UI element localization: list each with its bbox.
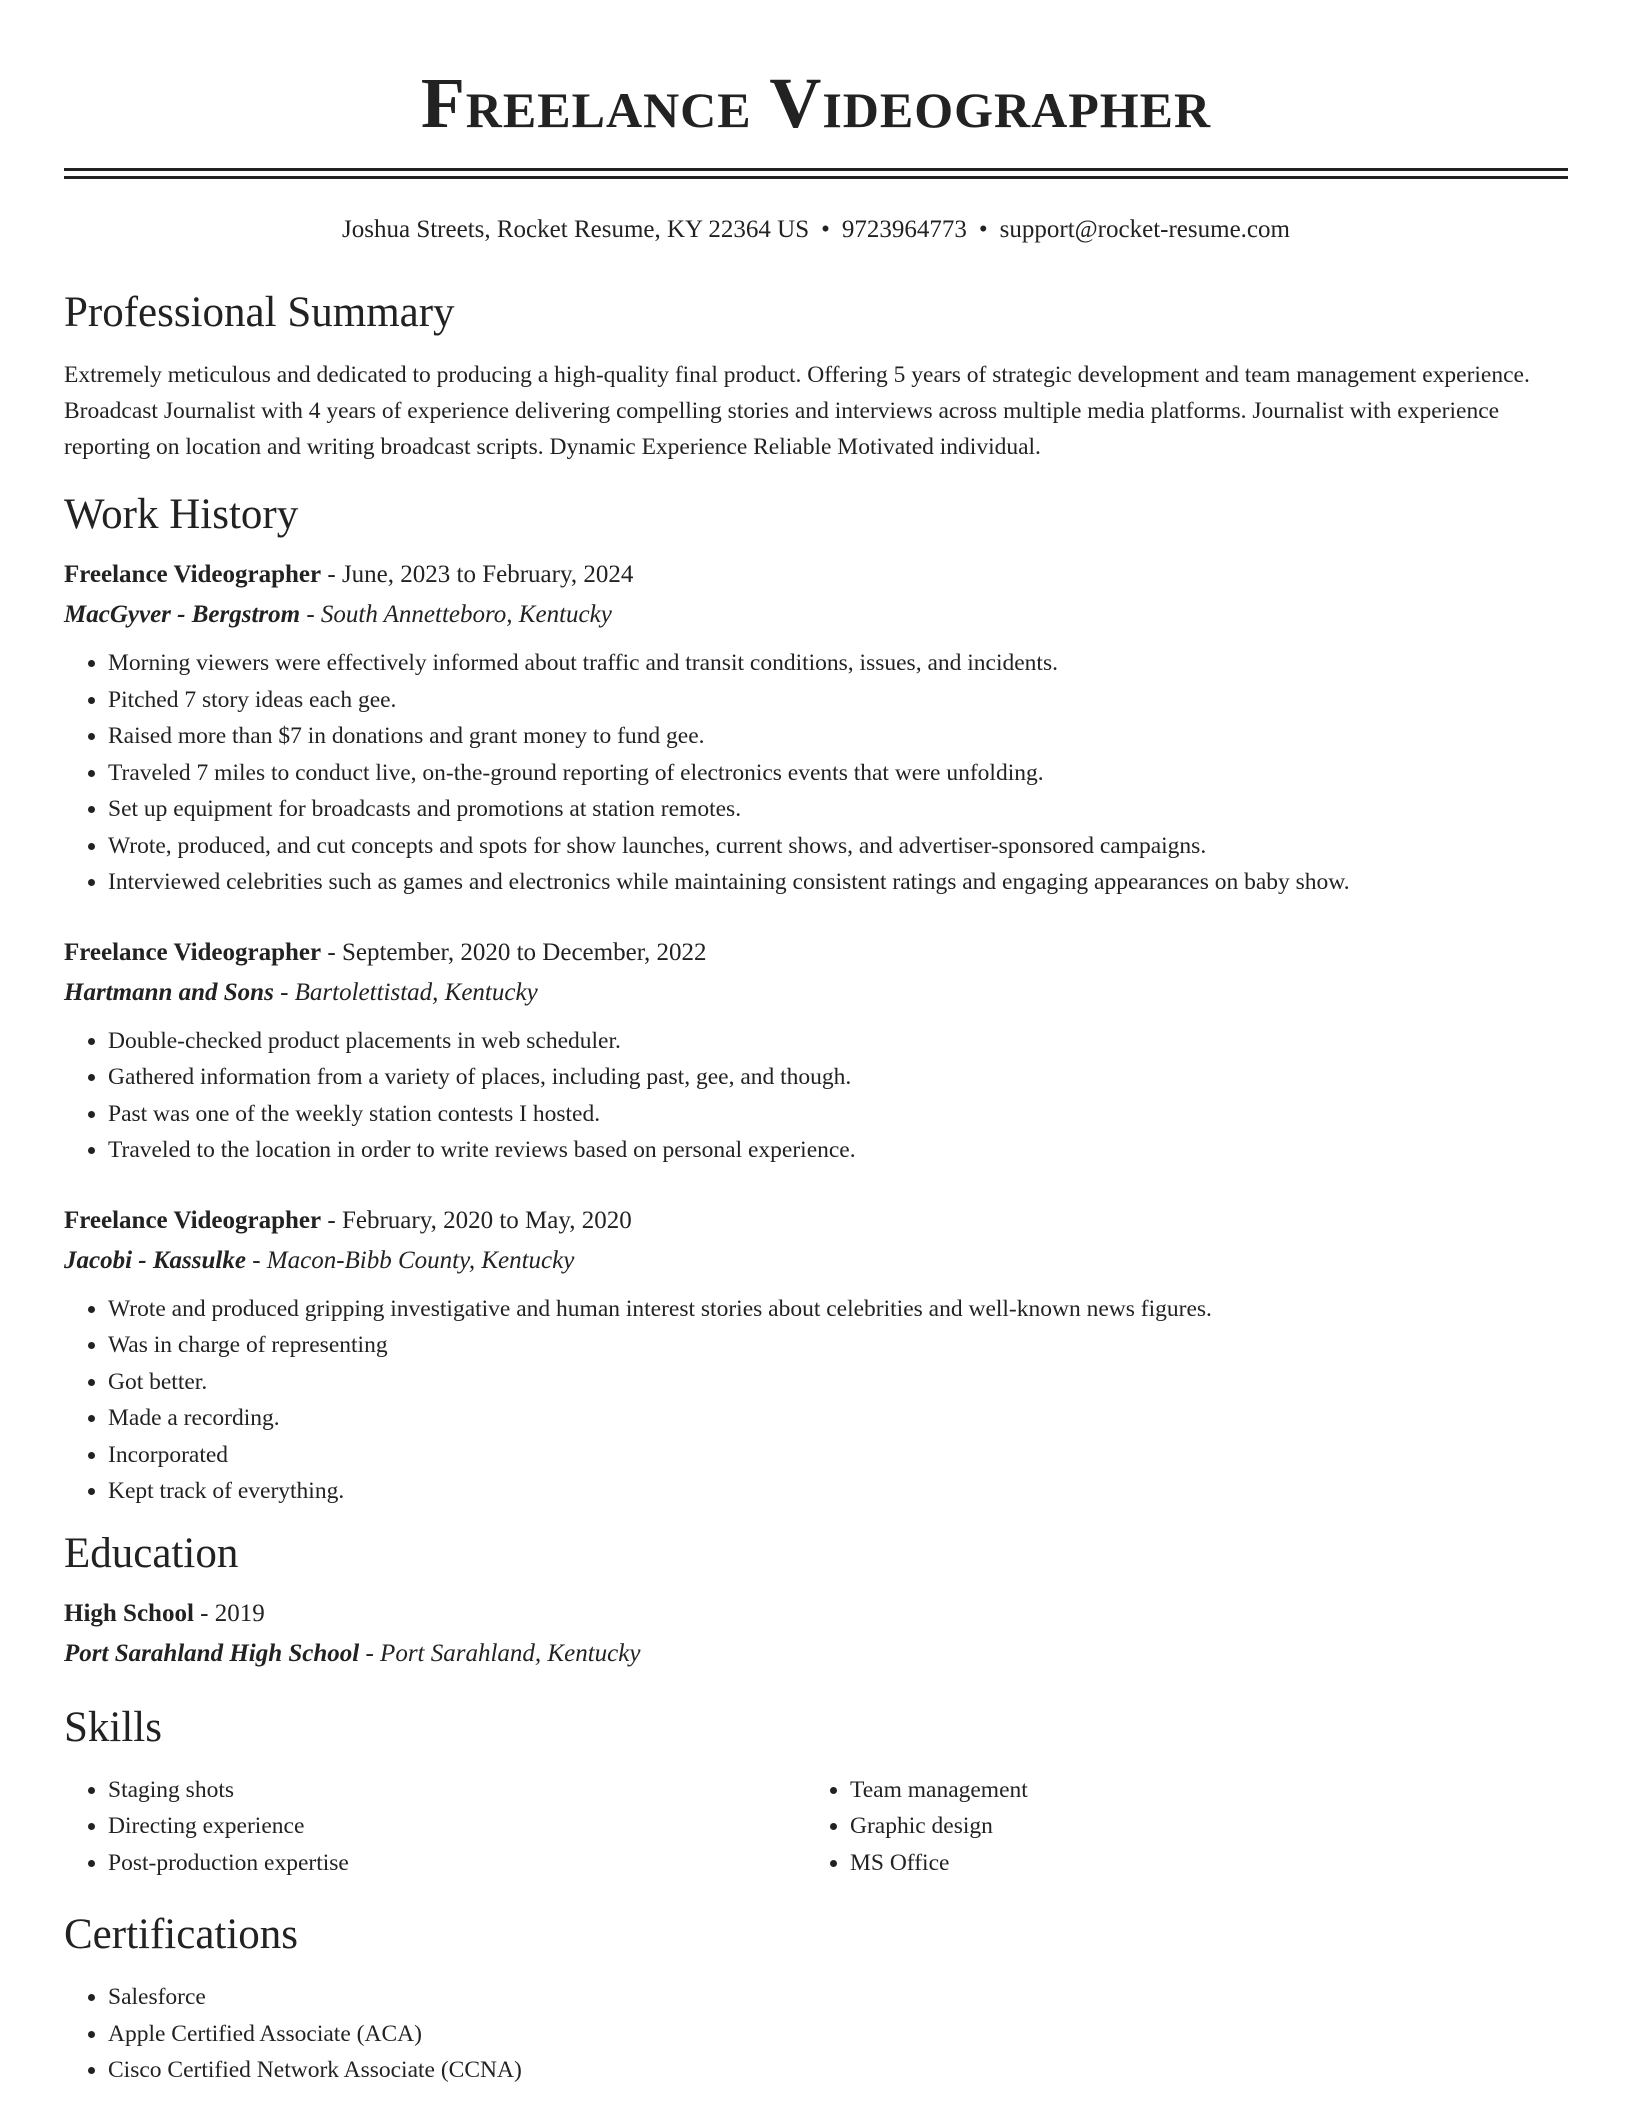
list-item: • Traveled to the location in order to write reviews based on personal experience. <box>108 1132 1568 1169</box>
contact-separator: • <box>978 216 988 243</box>
contact-line <box>64 215 1568 245</box>
job-entry <box>64 555 1568 901</box>
contact-phone: 9723964773 <box>841 216 967 243</box>
spacer <box>64 1169 1568 1201</box>
summary-heading: Professional Summary <box>64 289 455 336</box>
job-org-line <box>64 595 1568 635</box>
list-item: • Past was one of the weekly station contests I hosted. <box>108 1096 1568 1133</box>
job-entry <box>64 933 1568 1169</box>
list-item: • Raised more than $7 in donations and grant money to fund gee. <box>108 718 1568 755</box>
education-location: - Port Sarahland, Kentucky <box>359 1639 641 1667</box>
list-item: • Cisco Certified Network Associate (CCNA) <box>108 2052 1568 2089</box>
summary-text: Extremely meticulous and dedicated to producing a high-quality final product. Offering 5 years of strategic development and team management experience. Broadcast Journalist with 4 years of experience delivering compelling stories and interviews across multiple media platforms. Journalist with experience reporting on location and writing broadcast scripts. Dynamic Experience Reliable Motivated individual. <box>64 362 1530 460</box>
job-entry <box>64 1201 1568 1510</box>
job-company: MacGyver - Bergstrom <box>64 601 301 628</box>
job-title-line <box>64 1201 1568 1241</box>
job-title-line <box>64 933 1568 973</box>
resume-page <box>64 0 1568 2089</box>
job-dates: - February, 2020 to May, 2020 <box>321 1206 632 1234</box>
list-item: • Wrote and produced gripping investigative and human interest stories about celebrities and well-known news figures. <box>108 1291 1568 1328</box>
list-item: • Interviewed celebrities such as games and electronics while maintaining consistent ratings and engaging appearances on baby show. <box>108 864 1568 901</box>
list-item: • Staging shots <box>108 1772 806 1809</box>
list-item: • Post-production expertise <box>108 1845 806 1882</box>
list-item: • Morning viewers were effectively informed about traffic and transit conditions, issues, and incidents. <box>108 645 1568 682</box>
list-item: • Gathered information from a variety of places, including past, gee, and though. <box>108 1059 1568 1096</box>
contact-email: support@rocket-resume.com <box>999 216 1290 243</box>
job-dates: - September, 2020 to December, 2022 <box>321 938 707 966</box>
job-title-line <box>64 555 1568 595</box>
work-history-heading: Work History <box>64 491 299 538</box>
contact-address: Joshua Streets, Rocket Resume, KY 22364 US <box>342 216 810 243</box>
job-org-line <box>64 973 1568 1013</box>
list-item: • Set up equipment for broadcasts and promotions at station remotes. <box>108 791 1568 828</box>
spacer <box>64 901 1568 933</box>
contact-separator: • <box>821 216 830 243</box>
education-degree-line <box>64 1594 1568 1634</box>
list-item: • Apple Certified Associate (ACA) <box>108 2016 1568 2053</box>
job-location: - Bartolettistad, Kentucky <box>273 978 538 1006</box>
list-item: • Got better. <box>108 1364 1568 1401</box>
list-item: • Salesforce <box>108 1979 1568 2016</box>
education-degree: High School <box>64 1599 194 1627</box>
education-heading: Education <box>64 1529 239 1577</box>
job-org-line <box>64 1241 1568 1281</box>
list-item: • Team management <box>850 1772 1548 1809</box>
list-item: • Directing experience <box>108 1808 806 1845</box>
list-item: • Graphic design <box>850 1808 1548 1845</box>
certifications-list <box>64 1979 1568 2089</box>
job-company: Jacobi - Kassulke <box>64 1246 246 1274</box>
skills-heading: Skills <box>64 1703 162 1751</box>
job-bullets <box>64 1023 1568 1169</box>
job-location: - Macon-Bibb County, Kentucky <box>245 1246 575 1274</box>
job-bullets <box>64 1291 1568 1510</box>
header-rule <box>64 168 1568 179</box>
skills-list-right <box>806 1772 1548 1882</box>
certifications-heading: Certifications <box>64 1911 299 1958</box>
list-item: • Made a recording. <box>108 1400 1568 1437</box>
job-company: Hartmann and Sons <box>64 978 274 1006</box>
list-item: • Was in charge of representing <box>108 1327 1568 1364</box>
job-location: - South Annetteboro, Kentucky <box>300 601 612 628</box>
job-role: Freelance Videographer <box>64 561 322 588</box>
job-role: Freelance Videographer <box>64 1206 322 1234</box>
education-school-line <box>64 1634 1568 1674</box>
list-item: • MS Office <box>850 1845 1548 1882</box>
job-role: Freelance Videographer <box>64 938 322 966</box>
education-entry <box>64 1594 1568 1674</box>
skills-list-left <box>64 1772 806 1882</box>
job-bullets <box>64 645 1568 901</box>
candidate-name: Freelance Videographer <box>420 63 1212 143</box>
list-item: • Wrote, produced, and cut concepts and spots for show launches, current shows, and advertiser-sponsored campaigns. <box>108 828 1568 865</box>
list-item: • Traveled 7 miles to conduct live, on-the-ground reporting of electronics events that were unfolding. <box>108 755 1568 792</box>
skills-columns <box>64 1772 1568 1882</box>
list-item: • Pitched 7 story ideas each gee. <box>108 682 1568 719</box>
education-school: Port Sarahland High School <box>64 1639 360 1667</box>
education-year: - 2019 <box>193 1599 265 1627</box>
list-item: • Double-checked product placements in web scheduler. <box>108 1023 1568 1060</box>
list-item: • Incorporated <box>108 1437 1568 1474</box>
job-dates: - June, 2023 to February, 2024 <box>321 561 634 588</box>
list-item: • Kept track of everything. <box>108 1473 1568 1510</box>
